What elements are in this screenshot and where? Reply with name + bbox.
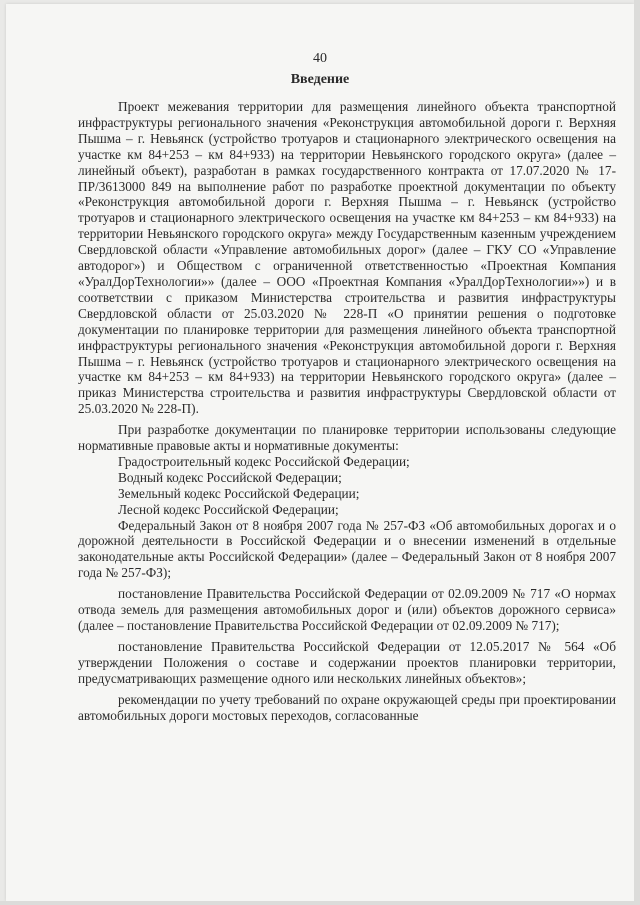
list-item: Градостроительный кодекс Российской Федерации; [118,453,410,469]
page-number: 40 [313,51,327,66]
list-item: рекомендации по учету требований по охране окружающей среды при проектировании автомобильных дороги мостовых переходов, согласованные [78,691,616,723]
scan-edge [634,0,640,905]
section-title: Введение [290,72,350,87]
list-item: Лесной кодекс Российской Федерации; [118,501,339,517]
list-item: Водный кодекс Российской Федерации; [118,469,342,485]
list-item: постановление Правительства Российской Федерации от 12.05.2017 № 564 «Об утверждении Положения о составе и содержании проектов планировки территории, предусматривающих размещение одного или нескольких линейных объектов»; [78,638,616,686]
list-item: постановление Правительства Российской Федерации от 02.09.2009 № 717 «О нормах отвода земель для размещения автомобильных дорог и (или) объектов дорожного сервиса» (далее – постановление Правительства Российской Федерации от 02.09.2009 № 717); [78,586,616,633]
document-body [78,99,616,723]
list-item: Федеральный Закон от 8 ноября 2007 года № 257-ФЗ «Об автомобильных дорогах и о дорожной деятельности в Российской Федерации и о внесении изменений в отдельные законодательные акты Российской Федерации» (далее – Федеральный Закон от 8 ноября 2007 года № 257-ФЗ); [78,517,616,581]
list-item: Земельный кодекс Российской Федерации; [118,485,360,501]
scan-edge-bottom [0,901,640,905]
paragraph-documents-intro: При разработке документации по планировке территории использованы следующие нормативные правовые акты и нормативные документы: [78,422,616,454]
paragraph-intro: Проект межевания территории для размещения линейного объекта транспортной инфраструктуры регионального значения «Реконструкция автомобильной дороги г. Верхняя Пышма – г. Невьянск (устройство тротуаров и стационарного электрического освещения на участке км 84+253 – км 84+933) на территории Невьянского городского округа» (далее – линейный объект), разработан в рамках государственного контракта от 17.07.2020 № 17- ПР/3613000 849 на выполнение работ по разработке проектной документации по объекту «Реконструкция автомобильной дороги г. Верхняя Пышма – г. Невьянск (устройство тротуаров и стационарного электрического освещения на участке км 84+253 – км 84+933) на территории Невьянского городского округа» между Государственным казенным учреждением Свердловской области «Управление автомобильных дорог» (далее – ГКУ СО «Управление автодорог») и Обществом с ограниченной ответственностью «Проектная Компания «УралДорТехнологии»» (далее – ООО «Проектная Компания «УралДорТехнологии»») и в соответствии с приказом Министерства строительства и развития инфраструктуры Свердловской области от 25.03.2020 № 228-П «О принятии решения о подготовке документации по планировке территории для размещения линейного объекта транспортной инфраструктуры регионального значения «Реконструкция автомобильной дороги г. Верхняя Пышма – г. Невьянск (устройство тротуаров и стационарного электрического освещения на участке км 84+253 – км 84+933) на территории Невьянского городского округа» (далее – приказ Министерства строительства и развития инфраструктуры Свердловской области от 25.03.2020 № 228-П). [78,99,616,417]
